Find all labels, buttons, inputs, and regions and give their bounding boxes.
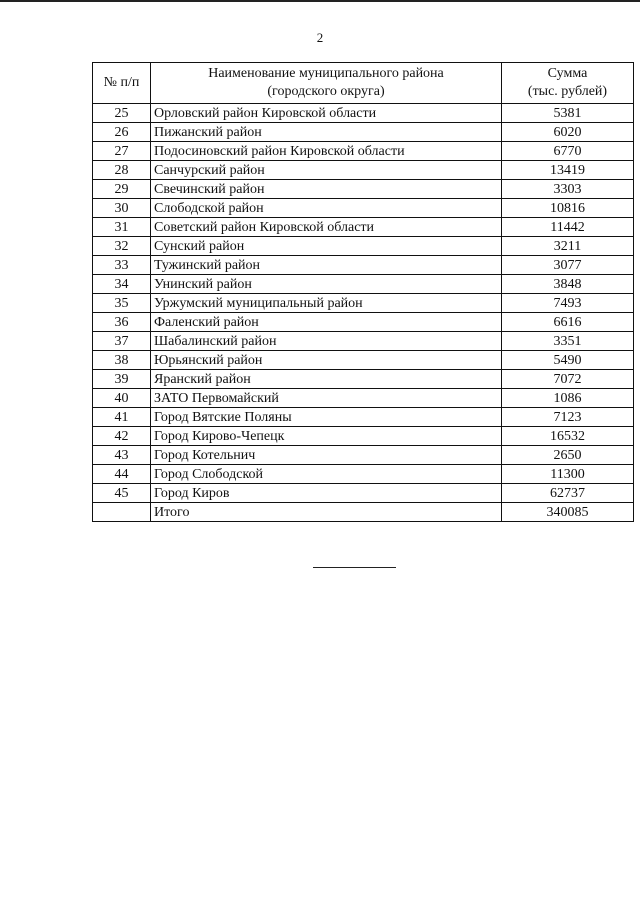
table-header-row xyxy=(93,63,634,104)
row-num: 38 xyxy=(93,351,151,370)
row-sum: 3077 xyxy=(502,256,634,275)
row-num: 35 xyxy=(93,294,151,313)
total-label: Итого xyxy=(151,503,502,522)
row-name: Тужинский район xyxy=(151,256,502,275)
row-name: Подосиновский район Кировской области xyxy=(151,142,502,161)
row-sum: 3211 xyxy=(502,237,634,256)
row-name: Уржумский муниципальный район xyxy=(151,294,502,313)
header-sum xyxy=(502,63,634,104)
row-sum: 6616 xyxy=(502,313,634,332)
row-num: 34 xyxy=(93,275,151,294)
table-row xyxy=(93,123,634,142)
row-sum: 62737 xyxy=(502,484,634,503)
header-sum-line1: Сумма xyxy=(547,66,588,81)
end-rule xyxy=(313,567,396,568)
row-sum: 10816 xyxy=(502,199,634,218)
table-row xyxy=(93,351,634,370)
table-row xyxy=(93,142,634,161)
row-num: 40 xyxy=(93,389,151,408)
row-num: 31 xyxy=(93,218,151,237)
row-num: 26 xyxy=(93,123,151,142)
row-sum: 7123 xyxy=(502,408,634,427)
row-num: 45 xyxy=(93,484,151,503)
row-sum: 6770 xyxy=(502,142,634,161)
table-row xyxy=(93,427,634,446)
row-name: Фаленский район xyxy=(151,313,502,332)
row-sum: 3303 xyxy=(502,180,634,199)
row-sum: 5381 xyxy=(502,104,634,123)
header-name xyxy=(151,63,502,104)
table-row xyxy=(93,370,634,389)
row-num: 25 xyxy=(93,104,151,123)
row-sum: 2650 xyxy=(502,446,634,465)
row-name: Шабалинский район xyxy=(151,332,502,351)
table-row xyxy=(93,199,634,218)
table-row xyxy=(93,408,634,427)
row-num: 30 xyxy=(93,199,151,218)
row-num: 44 xyxy=(93,465,151,484)
row-sum: 3351 xyxy=(502,332,634,351)
row-name: Слободской район xyxy=(151,199,502,218)
table-row xyxy=(93,313,634,332)
row-name: Орловский район Кировской области xyxy=(151,104,502,123)
row-sum: 13419 xyxy=(502,161,634,180)
table-row xyxy=(93,275,634,294)
table-row xyxy=(93,161,634,180)
table-row xyxy=(93,237,634,256)
row-num: 36 xyxy=(93,313,151,332)
row-num: 28 xyxy=(93,161,151,180)
row-sum: 1086 xyxy=(502,389,634,408)
table-row xyxy=(93,180,634,199)
table-row xyxy=(93,389,634,408)
row-sum: 16532 xyxy=(502,427,634,446)
row-sum: 11300 xyxy=(502,465,634,484)
row-name: Яранский район xyxy=(151,370,502,389)
row-name: Город Вятские Поляны xyxy=(151,408,502,427)
row-name: Юрьянский район xyxy=(151,351,502,370)
table-row xyxy=(93,465,634,484)
header-num: № п/п xyxy=(93,63,151,104)
row-sum: 11442 xyxy=(502,218,634,237)
row-num: 29 xyxy=(93,180,151,199)
table-body xyxy=(93,104,634,522)
table-row xyxy=(93,332,634,351)
row-sum: 5490 xyxy=(502,351,634,370)
row-name: Город Слободской xyxy=(151,465,502,484)
row-sum: 3848 xyxy=(502,275,634,294)
row-name: Санчурский район xyxy=(151,161,502,180)
page-number: 2 xyxy=(316,30,324,45)
row-num: 27 xyxy=(93,142,151,161)
table-row xyxy=(93,256,634,275)
row-sum: 6020 xyxy=(502,123,634,142)
row-num: 33 xyxy=(93,256,151,275)
table-row xyxy=(93,294,634,313)
row-name: Пижанский район xyxy=(151,123,502,142)
row-name: Город Киров xyxy=(151,484,502,503)
table-row xyxy=(93,446,634,465)
table-row xyxy=(93,104,634,123)
row-name: Сунский район xyxy=(151,237,502,256)
top-rule xyxy=(0,0,640,2)
row-name: Город Кирово-Чепецк xyxy=(151,427,502,446)
row-name: Свечинский район xyxy=(151,180,502,199)
row-num: 43 xyxy=(93,446,151,465)
table-row xyxy=(93,484,634,503)
row-sum: 7072 xyxy=(502,370,634,389)
row-num: 32 xyxy=(93,237,151,256)
row-num: 37 xyxy=(93,332,151,351)
total-num xyxy=(93,503,151,522)
row-name: ЗАТО Первомайский xyxy=(151,389,502,408)
districts-table xyxy=(92,62,634,522)
total-sum: 340085 xyxy=(502,503,634,522)
header-name-line2: (городского округа) xyxy=(267,84,385,99)
table-row xyxy=(93,218,634,237)
row-name: Город Котельнич xyxy=(151,446,502,465)
header-name-line1: Наименование муниципального района xyxy=(208,66,444,81)
row-name: Советский район Кировской области xyxy=(151,218,502,237)
row-sum: 7493 xyxy=(502,294,634,313)
header-sum-line2: (тыс. рублей) xyxy=(527,84,608,99)
total-row xyxy=(93,503,634,522)
row-name: Унинский район xyxy=(151,275,502,294)
row-num: 42 xyxy=(93,427,151,446)
row-num: 39 xyxy=(93,370,151,389)
row-num: 41 xyxy=(93,408,151,427)
